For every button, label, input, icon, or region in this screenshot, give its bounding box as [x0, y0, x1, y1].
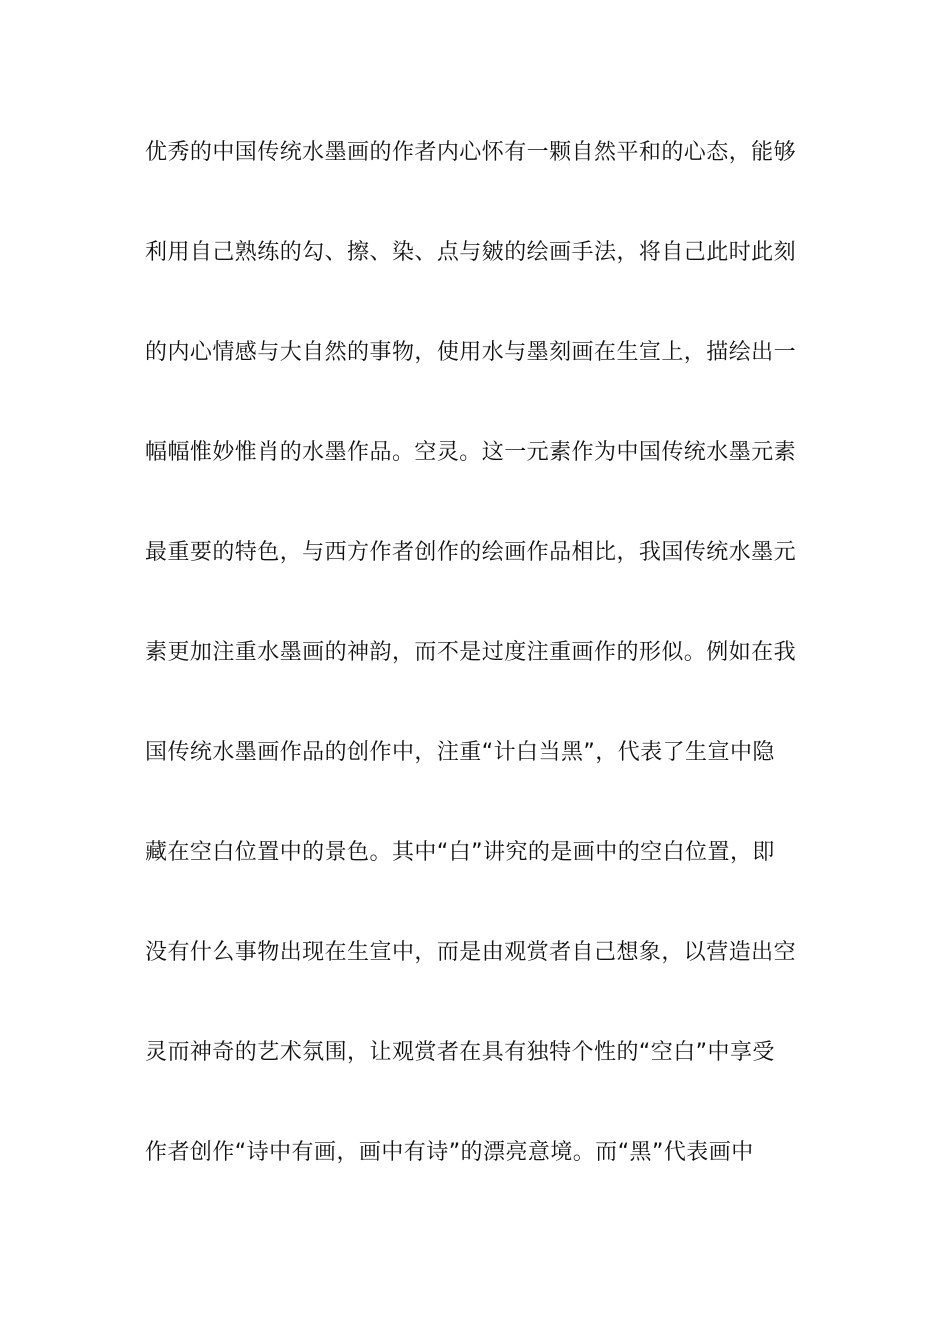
body-paragraph [145, 128, 815, 1228]
text-line: 利用自己熟练的勾、擦、染、点与皴的绘画手法，将自己此时此刻 [145, 240, 797, 265]
text-line: 优秀的中国传统水墨画的作者内心怀有一颗自然平和的心态，能够 [145, 140, 797, 165]
text-line: 的内心情感与大自然的事物，使用水与墨刻画在生宣上，描绘出一 [145, 340, 797, 365]
text-line: 幅幅惟妙惟肖的水墨作品。空灵。这一元素作为中国传统水墨元素 [145, 440, 797, 465]
text-line: 最重要的特色，与西方作者创作的绘画作品相比，我国传统水墨元 [145, 540, 797, 565]
text-line: 藏在空白位置中的景色。其中“白”讲究的是画中的空白位置，即 [145, 840, 775, 865]
text-line: 素更加注重水墨画的神韵，而不是过度注重画作的形似。例如在我 [145, 640, 797, 665]
text-line: 灵而神奇的艺术氛围，让观赏者在具有独特个性的“空白”中享受 [145, 1040, 775, 1065]
text-line: 没有什么事物出现在生宣中，而是由观赏者自己想象，以营造出空 [145, 940, 797, 965]
text-line: 国传统水墨画作品的创作中，注重“计白当黑”，代表了生宣中隐 [145, 740, 775, 765]
text-line: 作者创作“诗中有画，画中有诗”的漂亮意境。而“黑”代表画中 [145, 1140, 754, 1165]
